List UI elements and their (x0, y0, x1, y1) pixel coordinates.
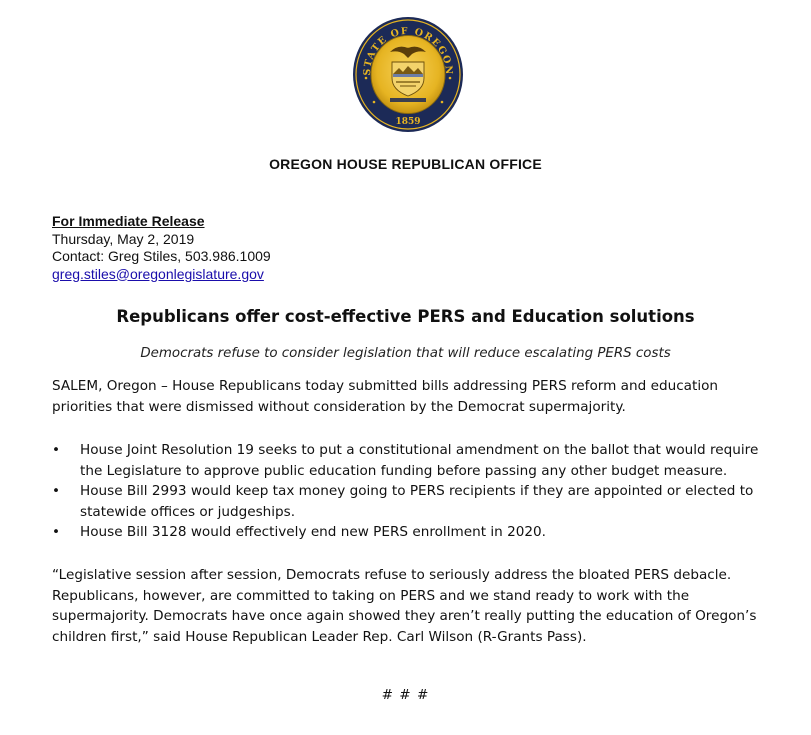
list-item (52, 481, 777, 522)
quote-paragraph: “Legislative session after session, Democrats refuse to seriously address the bloated PERS debacle. Republicans, however, are committed to taking on PERS and we stand ready to work with the supermajority. Democrats have once again showed they aren’t really putting the education of Oregon’s children first,” said House Republican Leader Rep. Carl Wilson (R-Grants Pass). (52, 567, 757, 645)
bullet-icon: • (52, 524, 61, 540)
oregon-seal-icon (352, 16, 464, 133)
office-title: OREGON HOUSE REPUBLICAN OFFICE (269, 156, 542, 172)
release-contact: Contact: Greg Stiles, 503.986.1009 (52, 248, 271, 264)
list-item-text: House Joint Resolution 19 seeks to put a constitutional amendment on the ballot that would require the Legislature to approve public education funding before passing any other budget measure. (80, 442, 759, 479)
contact-email-link[interactable]: greg.stiles@oregonlegislature.gov (52, 265, 264, 282)
end-mark: # # # (381, 687, 430, 703)
list-item-text: House Bill 2993 would keep tax money going to PERS recipients if they are appointed or elected to statewide offices or judgeships. (80, 483, 754, 520)
release-info (52, 213, 271, 283)
intro-paragraph: SALEM, Oregon – House Republicans today submitted bills addressing PERS reform and education priorities that were dismissed without consideration by the Democrat supermajority. (52, 378, 719, 415)
bullet-icon: • (52, 483, 61, 499)
list-item (52, 440, 777, 481)
release-label: For Immediate Release (52, 213, 205, 229)
seal-year: 1859 (395, 117, 421, 127)
subheadline: Democrats refuse to consider legislation that will reduce escalating PERS costs (140, 346, 671, 361)
list-item (52, 522, 777, 543)
bill-list (52, 440, 777, 543)
headline: Republicans offer cost-effective PERS and Education solutions (116, 307, 695, 326)
release-date: Thursday, May 2, 2019 (52, 230, 195, 247)
seal-arc-text: STATE OF OREGON (361, 25, 455, 77)
bullet-icon: • (52, 442, 61, 458)
state-of-oregon-seal (352, 16, 464, 133)
list-item-text: House Bill 3128 would effectively end new PERS enrollment in 2020. (80, 524, 546, 540)
